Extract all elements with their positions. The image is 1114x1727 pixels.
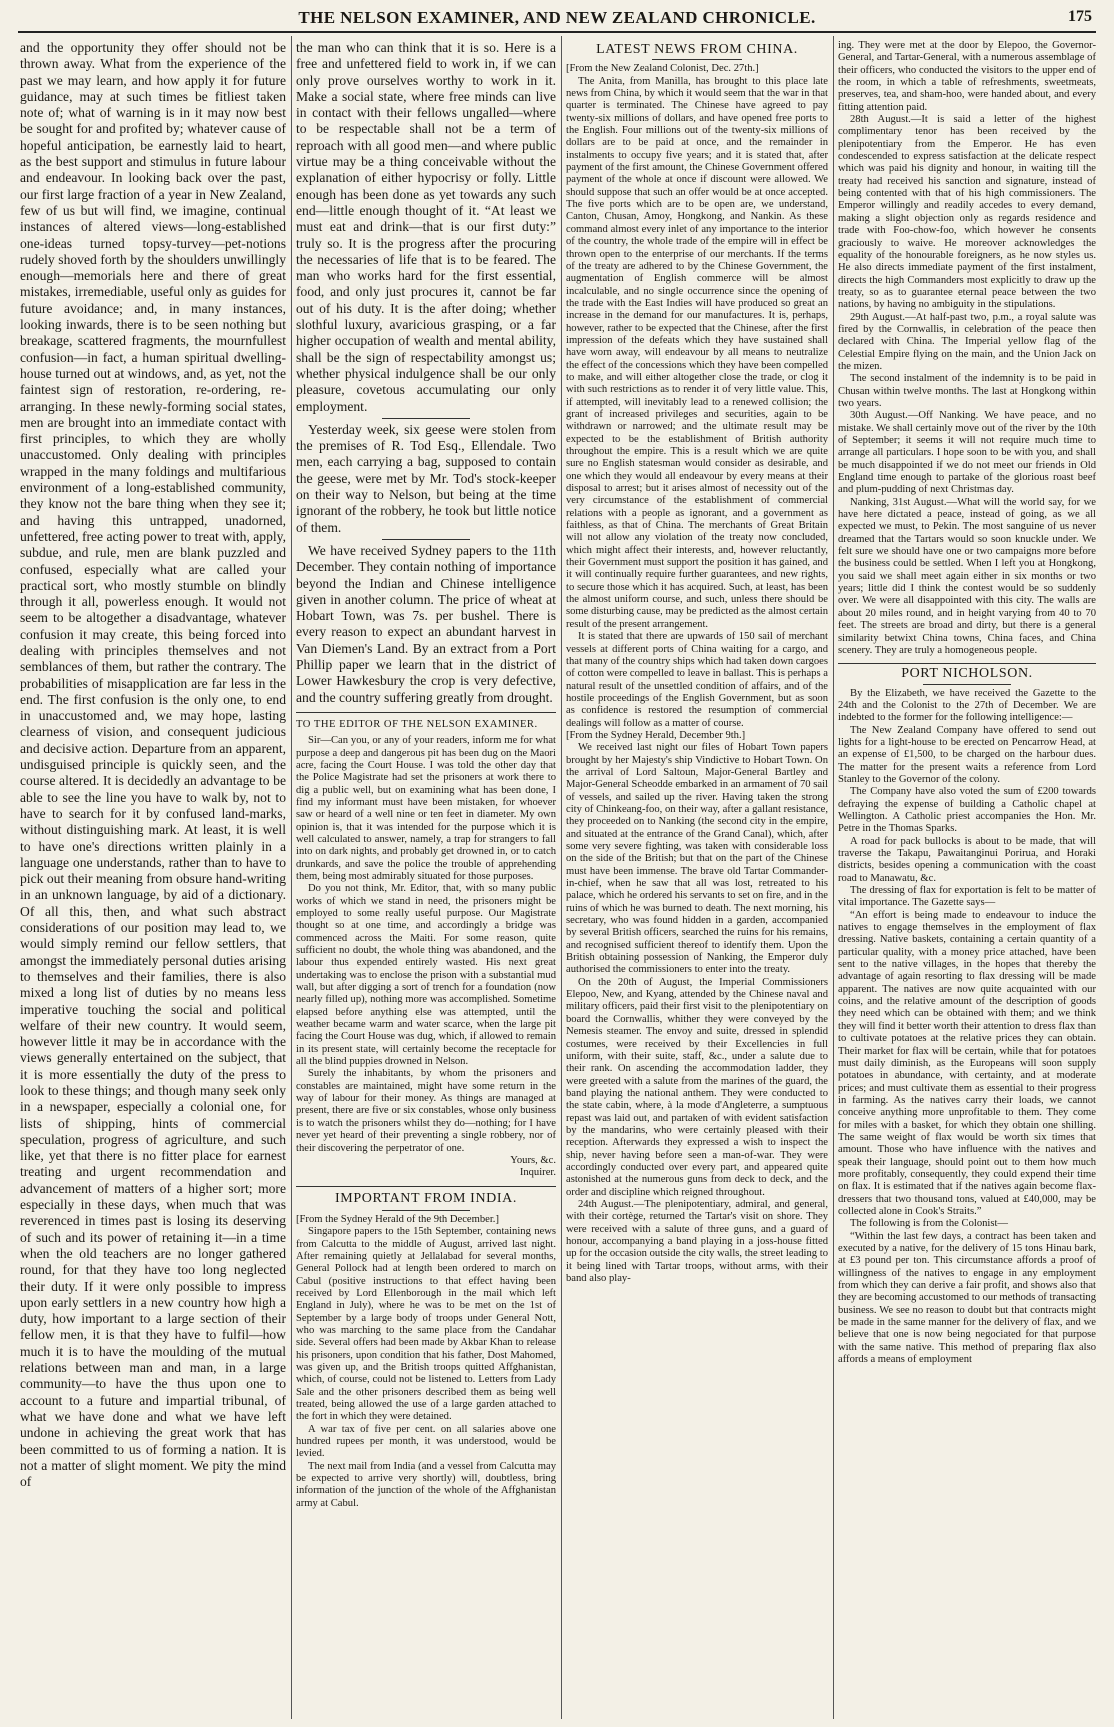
port-nicholson-paragraph: The following is from the Colonist— [850,1218,1009,1230]
india-paragraph: A war tax of five per cent. on all salaries above one hundred rupees per month, it was understood, would be levied. [296,1423,556,1460]
source-line: [From the Sydney Herald, December 9th.] [566,729,746,741]
china-paragraph: On the 20th of August, the Imperial Commissioners Elepoo, New, and Kyang, attended by the Chinese naval and military officers, paid their first visit to the plenipotentiary on board the Cornwallis, whither they were conveyed by the Nemesis steamer. The envoy and suite, dressed in splendid costumes, were received by their Excellencies in full uniform, with their suite, staff, &c., under a salute due to their rank. On ascending the accommodation ladder, they were greeted with a salute from the marines of the guard, the band playing the national anthem. They were conducted to the state cabin, where, à la mode d'Angleterre, a sumptuous repast was laid out, and partaken of with evident satisfaction by the mandarins, who were certainly pleased with their reception. Afterwards they expressed a wish to inspect the ship, never having before seen a man-of-war. They were accordingly conducted over every part, and appeared quite astonished at the numerous guns from deck to deck, and the order and discipline which reigned throughout. [566,976,828,1198]
letter-signature: Inquirer. [519,1167,556,1179]
masthead [18,8,1096,30]
letter-paragraph: Sir—Can you, or any of your readers, inform me for what purpose a deep and dangerous pit has been dug on the Maori acre, facing the Court House. I was told the other day that the Police Magistrate had set the prisoners at work there to dig a public well, but on examining what has been done, I find my informant must have been mistaken, for whoever saw or heard of a well nine or ten feet in diameter. My own opinion is, that it was intended for the purpose which it is well calculated to answer, namely, a trap for strangers to fall into on dark nights, and probably get drowned in, or to catch drunkards, and save the police the trouble of apprehending them, being most admirably situated for those purposes. [296,735,556,882]
section-divider [296,712,556,713]
china-paragraph: 29th August.—At half-past two, p.m., a royal salute was fired by the Cornwallis, in celebration of the peace then declared with China. The Imperial yellow flag of the Celestial Empire flying on the main, and the Union Jack on the mizen. [838,311,1096,372]
section-heading-port-nicholson: PORT NICHOLSON. [901,666,1033,682]
port-nicholson-paragraph: By the Elizabeth, we have received the Gazette to the 24th and the Colonist to the 27th of December. We are indebted to the former for the following intelligence:— [838,687,1096,724]
news-paragraph-geese: Yesterday week, six geese were stolen from the premises of R. Tod Esq., Ellendale. Two men, each carrying a bag, supposed to contain the geese, were met by Mr. Tod's stock-keeper on their way to Nelson, but being at the time ignorant of the robbery, he took but little notice of them. [296,421,556,535]
china-paragraph: The second instalment of the indemnity is to be paid in Chusan within twelve months. The last at Hongkong within two years. [838,373,1096,409]
port-nicholson-paragraph: The Company have also voted the sum of £200 towards defraying the expense of building a Catholic chapel at Wellington. A Catholic priest accompanies the Hon. Mr. Petre in the Thomas Sparks. [838,786,1096,835]
india-paragraph: The next mail from India (and a vessel from Calcutta may be expected to arrive very shortly) will, doubtless, bring information of the junction of the whole of the Affghanistan army at Cabul. [296,1460,556,1509]
section-heading-china: LATEST NEWS FROM CHINA. [596,42,798,57]
editorial-paragraph: the man who can think that it is so. Here is a free and unfettered field to work in, if we can only prove ourselves worthy to work in it. Make a social state, where free minds can live in contact with their fellows ungalled—where to be respectable shall not be a term of reproach with all good men—and where public virtue may be a thing conceivable without the explanation of either hypocrisy or folly. Little enough has been done as yet towards any such end—little enough thought of it. “At least we must eat and drink—that is our first duty:” truly so. It is the progress after the procuring the necessaries of life that is to be feared. The man who works hard for the first essential, food, and only just procures it, cannot be far out of his duty. It is the after doing; whether slothful luxury, avaricious grasping, or a far higher occupation of wealth and mental ability, shall be the sign of respectability amongst us; whether physical indulgence shall be our only pleasure, covetous accumulating our only employment. [296,40,556,414]
header-rule [18,31,1096,33]
port-nicholson-paragraph: A road for pack bullocks is about to be made, that will traverse the Takapu, Pawaitanginui Porirua, and Horaki districts, besides opening a communication with the coast road to Manawatu, &c. [838,835,1096,884]
section-heading-india: IMPORTANT FROM INDIA. [335,1190,517,1206]
china-paragraph: It is stated that there are upwards of 150 sail of merchant vessels at different ports of China waiting for a cargo, and that many of the country ships which had taken down cargoes of cotton were compelled to leave in ballast. This is perhaps a natural result of the unsettled condition of affairs, and of the hostile proceedings of the English Government, but as soon as confidence is restored the resumption of commercial dealings will follow as a matter of course. [566,631,828,729]
section-divider [382,418,470,419]
letter-paragraph: Do you not think, Mr. Editor, that, with so many public works of which we stand in need, the prisoners might be employed to some really useful purpose. Our Magistrate thought so at one time, and accordingly a bridge was commenced across the Maiti. For some reason, quite sufficient no doubt, the whole thing was abandoned, and the labour thus expended entirely wasted. His next great undertaking was to enclose the prison with a substantial mud wall, but after digging a sort of trench for a foundation (now nearly filled up), nothing more was accomplished. Sometime elapsed before anything else was attempted, until the weather became warm and water scarce, when the large pit facing the Court House was dug, which, if allowed to remain in its present state, will certainly become the receptacle for all the blind puppies drowned in Nelson. [296,883,556,1068]
source-line: [From the Sydney Herald of the 9th December.] [296,1213,499,1225]
china-paragraph: ing. They were met at the door by Elepoo, the Governor-General, and Tartar-General, with a numerous assemblage of their officers, who conducted the visitors to the upper end of the room, in which a table of refreshments, sweetmeats, preserves, tea, and sham-hoo, were handed about, and every fitting attention paid. [838,40,1096,113]
china-paragraph: 24th August.—The plenipotentiary, admiral, and general, with their cortège, returned the Tartar's visit on shore. They were received with a salute of three guns, and a guard of honour, accompanying a band playing in a joss-house fitted up for the occasion outside the city walls, the street leading to it being lined with Tartar troops, without arms, with their band also play- [566,1198,828,1285]
china-paragraph: 28th August.—It is said a letter of the highest complimentary tenor has been received by the plenipotentiary from the Emperor. He has even condescended to express satisfaction at the delicate respect which was paid his dignity and honour, in waiting till the treaty had received his sanction and signature, instead of being contented with that of his high commissioners. The Emperor willingly and readily accedes to every demand, making a slight objection only as regards residence and trade with Foo-chow-foo, which however he consents graciously to waive. He moreover acknowledges the equality of the honourable foreigners, as he now styles us. He also directs immediate payment of the first instalment, directs the high Commanders most explicitly to draw up the treaty, so as to guarantee eternal peace between the two nations, by having no ambiguity in the stipulations. [838,114,1096,311]
china-paragraph: The Anita, from Manilla, has brought to this place late news from China, by which it would seem that the war in that quarter is terminated. The Chinese have agreed to pay twenty-six millions of dollars, and have opened free ports to the English. Four millions out of the twenty-six millions of dollars are to be paid at once, and the remainder in instalments to occupy five years; and it is stated that, after payment of the first amount, the Chinese Government offered payment of the whole at once if discount were allowed. We should suppose that such an offer would be at once accepted. The five ports which are to be open are, we understand, Canton, Chusan, Amoy, Hongkong, and Nankin. As these command almost every inlet of any importance to the interior of the country, the whole trade of the empire will in effect be thrown open to the enterprise of our merchants. If the terms of the treaty are adhered to by the Chinese Government, the augmentation of English commerce will be almost incalculable, and no single occurrence since the opening of the trade with the East Indies will have produced so great an increase in the demand for our manufactures. It is, perhaps, however, rather to be expected that the Chinese, after the first impression of the defeats which they have sustained shall have worn away, will endeavour by all means to neutralize the effect of the concessions which they have been compelled to make, and will either altogether close the trade, or clog it with such restrictions as to render it of very little value. This, if attempted, will inevitably lead to a renewed collision; the grant of increased privileges and securities, again to be withdrawn or narrowed; and the ultimate result may be expected to be the establishment of British authority throughout the empire. This is a result which we are quite sure no English statesman would consider as desirable, and one which they would all endeavour by every means at their disposal to arrest; but it arises almost of necessity out of the very circumstance of the establishment of commercial relations with a people as ignorant, and a government as faithless, as that of China. The merchants of Great Britain will not allow any violation of the treaty now concluded, which might affect their interests, and, however reluctantly, their Government must support the position it has gained, and it will continually require further guarantees, and new rights, to secure those which it has acquired. Such, at least, has been the almost uniform course, and such, unless there should be some disturbing cause, may be predicted as the almost certain result of the present arrangement. [566,75,828,630]
news-paragraph-sydney: We have received Sydney papers to the 11th December. They contain nothing of importance beyond the Indian and Chinese intelligence given in another column. The price of wheat at Hobart Town, was 7s. per bushel. There is every reason to expect an abundant harvest in Van Diemen's Land. By an extract from a Port Phillip paper we learn that in the district of Lower Hawkesbury the crop is very defective, and the country suffering greatly from drought. [296,542,556,705]
quoted-paragraph: “Within the last few days, a contract has been taken and executed by a native, for the delivery of 15 tons Hinau bark, at £3 pound per ton. This circumstance affords a proof of willingness of the natives to engage in any employment from which they can derive a fair profit, and shows also that they are becoming accustomed to our methods of transacting business. We see no reason to doubt but that contracts might be made in the same manner for the delivery of flax, and we believe that one is now being negociated for that purpose with the same native. This method of preparing flax also affords a means of employment [838,1230,1096,1366]
column-1 [20,40,286,1715]
column-divider [833,36,834,1719]
china-paragraph: Nanking, 31st August.—What will the world say, for we have here dictated a peace, instead of going, as we all expected we must, to Pekin. The most sanguine of us never dreamed that the Tartars would so soon knuckle under. We felt sure we should have one or two campaigns more before the business could be settled. When I left you at Hongkong, you said we shall meet again either in six months or two years; little did I think the contest would be so suddenly over. We were all disappointed with this city. The walls are about 20 miles round, and in height varying from 40 to 70 feet. The streets are broad and dirty, but there is a general similarity betwixt China towns, China faces, and China scenery. They are truly a homogeneous people. [838,496,1096,656]
letter-paragraph: Surely the inhabitants, by whom the prisoners and constables are maintained, might have some return in the way of labour for their money. As things are managed at present, there are five or six constables, whose only business is to watch the prisoners whilst they do—nothing; for I have never yet heard of their preventing a single robbery, nor of their discovering the perpetrator of one. [296,1068,556,1154]
section-divider [296,1186,556,1187]
heading-underline [923,684,1011,685]
china-paragraph: We received last night our files of Hobart Town papers brought by her Majesty's ship Vindictive to Hobart Town. On the arrival of Lord Saltoun, Major-General Bartley and Major-General Scheodde embarked in an armament of 70 sail of vessels, and sailed up the river. Having taken the strong city of Chinkeang-foo, on their way, after a gallant resistance, they proceeded on to Nanking (the second city in the empire, and situated at the entrance of the Grand Canal), which, after some very severe fighting, was taken with considerable loss on the side of the British; but that on the part of the Chinese must have been immense. The brave old Tartar Commander-in-chief, when he saw that all was lost, retreated to his palace, which he ordered his servants to set on fire, and in the ruins of which he was burned to death. The next morning, his secretary, who was found hidden in a garden, accompanied by several British officers, searched the ruins for his remains, and recognised sufficient thereof to identify them. Upon the British obtaining possession of Nanking, the Emperor duly authorised the commissioners to enter into the treaty. [566,742,828,976]
port-nicholson-paragraph: The dressing of flax for exportation is felt to be matter of vital importance. The Gazette says— [838,885,1096,909]
page-number: 175 [1068,8,1092,25]
china-paragraph: 30th August.—Off Nanking. We have peace, and no mistake. We shall certainly move out of the river by the 10th of September; it seems it will not require much time to arrange all particulars. I hope soon to be with you, and shall be much disappointed if we do not meet our friends in Old England time enough to partake of the glorious roast beef and plum-pudding of next Christmas day. [838,410,1096,496]
section-divider [838,663,1096,664]
quoted-paragraph: “An effort is being made to endeavour to induce the natives to engage themselves in the employment of flax dressing. Native baskets, containing a certain quantity of a particular quality, with a money price attached, have been sent to the native villages, in the hopes that thereby the advantage of again resorting to flax dressing will be made apparent. The natives are now quite acquainted with our coins, and the relative amount of the description of goods they need which can be obtained with them; and we think they will find it better worth their attention to dress flax than to cultivate potatoes at the relative prices they can obtain. Their market for flax will be certain, while that for potatoes must daily diminish, as the Europeans will soon supply potatoes in abundance, with certainty, and at moderate prices; and must cultivate them as essential to their progress in farming. As the natives carry their loads, we cannot conceive anything more unprofitable to them. They come for miles with a basket, for which they obtain one shilling. The same weight of flax would be worth six times that amount. Those who have influence with the natives and speak their language, should point out to them how much more profitably, consequently, they could expend their time on flax. It is estimated that if the natives again become flax-dressers that two thousand tons, valued at £40,000, may be collected alone in Cook's Straits.” [838,909,1096,1217]
india-paragraph: Singapore papers to the 15th September, containing news from Calcutta to the middle of August, arrived last night. After remaining quietly at Jellalabad for several months, General Pollock had at length been ordered to march on Cabul (positive instructions to that effect having been received by Lord Ellenborough in the mail which left England in July), where he was to be met on the 1st of September by a large body of troops under General Nott, who was marching to the same place from the Candahar side. Several offers had been made by Akbar Khan to release his prisoners, upon condition that his father, Dost Mahomed, was given up, and the British troops quitted Affghanistan, which, of course, could not be listened to. Letters from Lady Sale and the other prisoners described them as being well treated, being allowed the use of a large garden attached to the fort in which they were detained. [296,1226,556,1423]
source-line: [From the New Zealand Colonist, Dec. 27th.] [566,63,759,75]
section-divider [382,539,470,540]
heading-underline [382,1210,470,1211]
letter-heading: TO THE EDITOR OF THE NELSON EXAMINER. [296,718,538,730]
column-4 [838,40,1096,1715]
column-divider [561,36,562,1719]
heading-underline [652,59,741,60]
column-divider [291,36,292,1719]
column-3 [566,40,828,1715]
column-2 [296,40,556,1715]
newspaper-title: THE NELSON EXAMINER, AND NEW ZEALAND CHRONICLE. [298,8,816,27]
port-nicholson-paragraph: The New Zealand Company have offered to send out lights for a light-house to be erected on Pencarrow Head, at an expense of £1,500, to be charged on the harbour dues. The matter for the present waits a reference from Lord Stanley to the Governor of the colony. [838,724,1096,785]
editorial-paragraph: and the opportunity they offer should not be thrown away. What from the experience of the past we may learn, and how apply it for future guidance, may at such times be fitliest taken note of; what of warning is in it may now best be sought for and profited by; whatever cause of hopeful anticipation, be earnestly laid to heart, as the best support and stimulus in future labour and endeavour. In looking back over the past, our first large fraction of a year in New Zealand, few of us but will find, we imagine, continual instances of altered views—long-established one-ideas turned topsy-turvey—pet-notions rudely shoved forth by the shoulders unwillingly enough—memorials here and there of great mistakes, irremediable, useful only as guides for future avoidance; and, in many instances, looking inwards, there is to be seen nothing but breakage, scattered fragments, the mournfullest confusion—in fact, a human spiritual dwelling-house turned out at windows, and, as yet, not the faintest sign of restoration, re-ordering, re-arranging. In these newly-forming social states, men are brought into an immediate contact with first principles, to which they are wholly unaccustomed. Only dealing with principles wrapped in the many foldings and multifarious environment of a long-established community, they know not the bare thing when they see it; and having this untrapped, unadorned, unfettered, free acting power to treat with, apply, subdue, and rule, men are blank puzzled and confused, especially what are called your practical sort, who mostly stumble on blindly through it all, powerless enough. It would not seem to be altogether a disadvantage, whatever confusion it may create, this being forced into dealing with principles themselves and not semblances of them, but rather the contrary. The probabilities of misapplication are far less in the end. The first confusion is the only one, to end in unaccustomed and, we may hope, lasting clearness of vision, and consequent judicious and decisive action. Departure from an apparent, undisguised principle is quickly seen, and the course altered. It is decidedly an advantage to be able to see the line you have to walk by, not to have to search for it by confused land-marks, without distinguishing mark. At least, it is well to have one's directions written plainly in a language one understands, rather than to have to pick out their meaning from obsure hand-writing in an unknown language, by aid of a dictionary. Of all this, then, and what such abstract considerations of our position may lead to, we would simply remind our fellow settlers, that amongst the immediately personal duties arising to themselves and their families, there is also mixed a long list of duties by no means less imperative touching the social and political welfare of their new country. It would seem, however little it may be in accordance with the views generally entertained on the subject, that it is more essentially the duty of the press to look to these things; and though many seek only in a newspaper, especially a colonial one, for lists of shipping, hints of commercial speculation, progress of agriculture, and such like, yet that there is no fitter place for earnest treating and urgent recommendation and advancement of matters of a higher sort; more especially in these days, when much that was reverenced in times past is losing its deserving of such and its power of retaining it—in a time when the old teachers are no longer gathered round, for that they have too long neglected their duty. If it were only possible to impress upon early settlers in a new country how high a duty, how important to a large section of their fellow men, it is that they have to fulfil—how much it is to have the moulding of the mutual relations between man and man, in a large community—to have the thus upon one to account to a future and impartial tribunal, of what we have done and what we have left undone in achieving the great work that has been committed to us of forming a nation. It is not a matter of slight moment. We pity the mind of [20,40,286,1490]
letter-closing: Yours, &c. [510,1154,556,1166]
